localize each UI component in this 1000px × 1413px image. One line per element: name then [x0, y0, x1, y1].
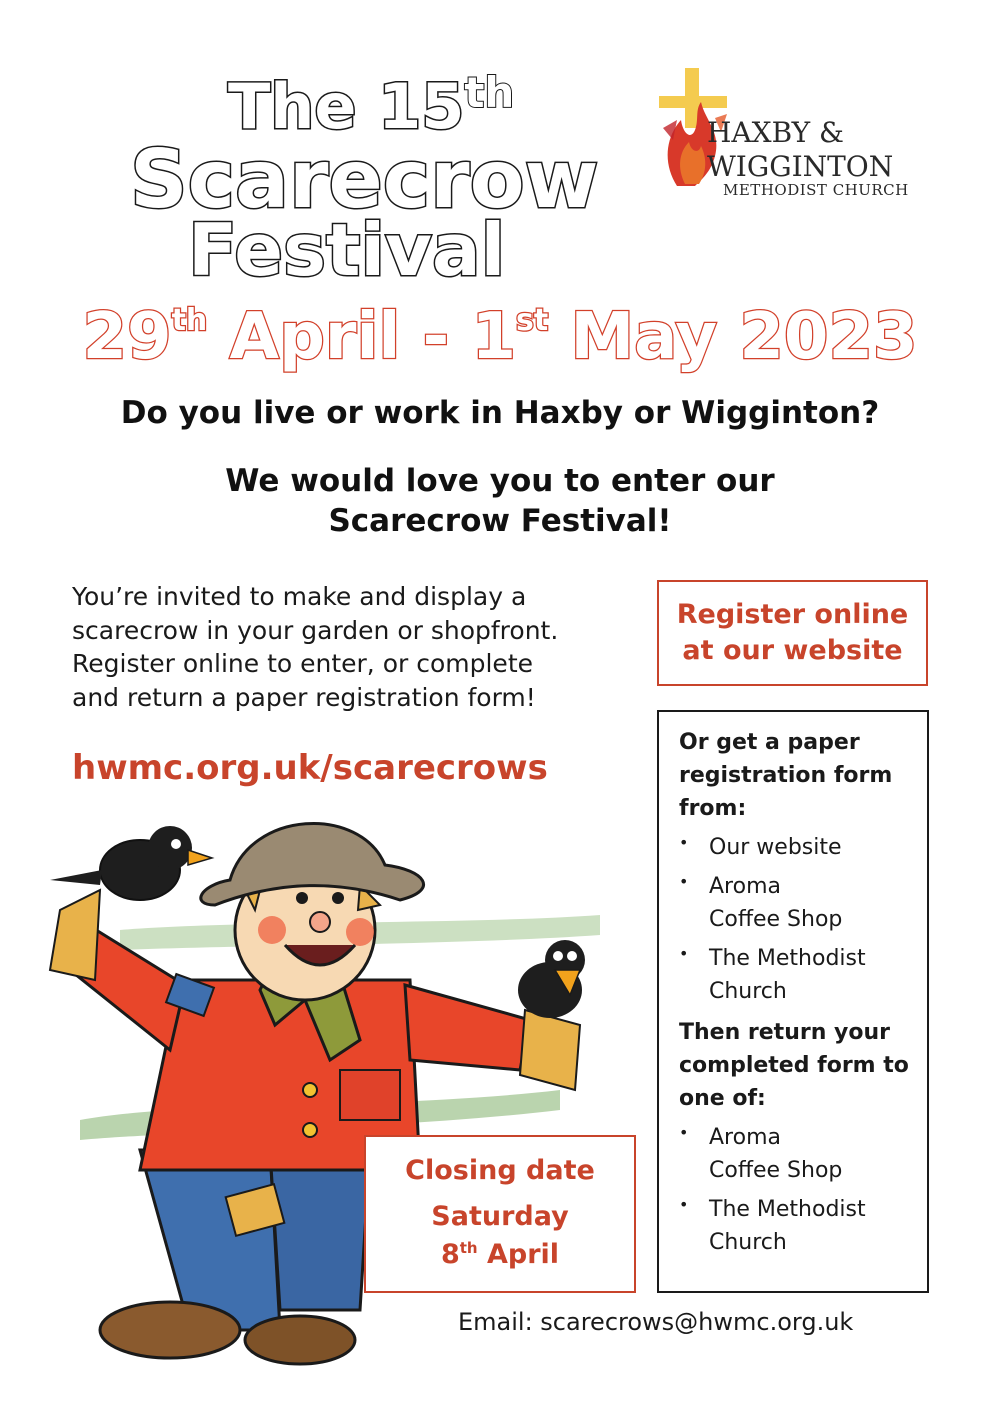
- church-logo: [655, 68, 945, 208]
- title-superscript: th: [464, 68, 515, 117]
- title-line-1: The 15th: [228, 68, 515, 143]
- title-line-2: Scarecrow: [130, 133, 599, 226]
- closing-date-date: 8th April: [440, 1238, 560, 1270]
- closing-date-label: Closing date: [405, 1154, 595, 1186]
- closing-date-day: Saturday: [431, 1200, 569, 1232]
- logo-name-line-2: WIGGINTON: [707, 150, 894, 183]
- website-link[interactable]: hwmc.org.uk/scarecrows: [72, 748, 548, 788]
- paper-form-heading: Or get a paper registration form from:: [679, 730, 893, 821]
- invite-heading: We would love you to enter our Scarecrow Festival!: [225, 463, 775, 539]
- title-line-3: Festival: [188, 208, 506, 292]
- pickup-list: [679, 831, 917, 1008]
- contact-email[interactable]: Email: scarecrows@hwmc.org.uk: [458, 1308, 854, 1336]
- invite-body: You’re invited to make and display a scarecrow in your garden or shopfront. Register online to enter, or complete and return a paper registration form!: [72, 582, 559, 712]
- list-item: • The Methodist Church: [679, 1193, 917, 1259]
- return-list: [679, 1121, 917, 1259]
- logo-name-line-1: HAXBY &: [707, 116, 844, 149]
- closing-date-box: [364, 1135, 636, 1293]
- paper-form-info-box: [657, 710, 929, 1293]
- logo-name-line-3: METHODIST CHURCH: [723, 181, 909, 199]
- list-item: • Our website: [679, 831, 917, 864]
- register-online-box: Register online at our website: [657, 580, 928, 686]
- return-form-heading: Then return your completed form to one of:: [679, 1020, 909, 1111]
- list-item: • Aroma Coffee Shop: [679, 1121, 917, 1187]
- festival-dates: 29th April - 1st May 2023: [82, 300, 918, 374]
- question-heading: Do you live or work in Haxby or Wigginton?: [120, 395, 880, 431]
- list-item: • The Methodist Church: [679, 942, 917, 1008]
- list-item: • Aroma Coffee Shop: [679, 870, 917, 936]
